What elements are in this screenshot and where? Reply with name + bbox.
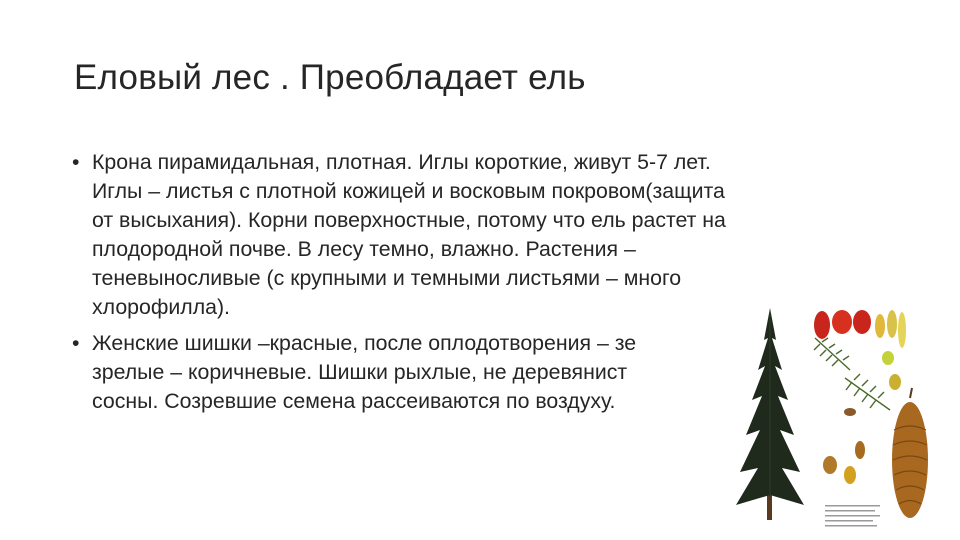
bullet-line: теневыносливые (с крупными и темными листьями – много [92,266,682,290]
bullet-line: Женские шишки –красные, после оплодотворения – зе [92,331,637,355]
brown-cone-icon [892,388,928,518]
branch-icon [814,338,890,410]
bullet-line: плодородной почве. В лесу темно, влажно. Растения – [92,237,636,261]
bullet-line: сосны. Созревшие семена рассеиваются по воздуху. [92,389,616,413]
bullet-line: зрелые – коричневые. Шишки рыхлые, не деревянист [92,360,628,384]
bullet-line: Иглы – листья с плотной кожицей и восковым покровом(защита [92,179,725,203]
bullet-dot: • [72,331,80,355]
red-cone-icon [814,310,871,339]
bullet-line: от высыхания). Корни поверхностные, потому что ель растет на [92,208,726,232]
caption-block [825,505,880,527]
bullet-line: Крона пирамидальная, плотная. Иглы короткие, живут 5-7 лет. [92,150,711,174]
spruce-illustration [730,300,955,540]
slide-title: Еловый лес . Преобладает ель [74,58,586,97]
spruce-tree-icon [736,308,804,520]
bullet-line: хлорофилла). [92,295,230,319]
bullet-dot: • [72,150,80,174]
spruce-illustration-svg [730,300,955,540]
bullet-item [72,148,872,322]
yellow-male-cone-icon [875,310,906,365]
